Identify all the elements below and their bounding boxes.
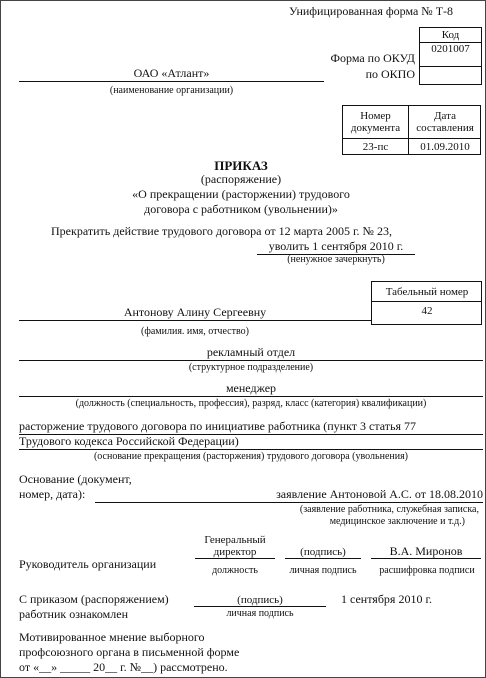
basis-caption1: (заявление работника, служебная записка, [299,504,479,515]
basis-label2: номер, дата): [19,487,86,501]
director-cap-name: расшифровка подписи [379,565,475,576]
acquainted-cap-signature: личная подпись [226,608,294,619]
org-name: ОАО «Атлант» [19,67,324,82]
tabel-header: Табельный номер [385,285,469,298]
director-cap-signature: личная подпись [289,565,357,576]
title-line2: договора с работником (увольнении)» [144,202,338,216]
grounds-line1: расторжение трудового договора по инициативе работника (пункт 3 статья 77 [19,419,416,433]
director-position1: Генеральный [204,534,266,546]
basis-caption2: медицинское заключение и т.д.) [329,516,465,527]
org-caption: (наименование организации) [109,85,234,96]
union-line2: профсоюзного органа в письменной форме [19,645,240,659]
terminate-line2: уволить 1 сентября 2010 г. [257,240,415,255]
doc-date-value: 01.09.2010 [420,140,470,153]
basis-value: заявление Антоновой А.С. от 18.08.2010 [95,488,483,503]
title-sub: (распоряжение) [200,172,282,186]
director-name: В.А. Миронов [371,545,481,559]
employee-name: Антонову Алину Сергеевну [19,306,371,321]
terminate-line1: Прекратить действие трудового договора от 12 марта 2005 г. № 23, [51,224,392,238]
acquainted-date: 1 сентября 2010 г. [341,592,433,606]
position-caption: (должность (специальность, профессия), разряд, класс (категория) квалификации) [75,398,427,409]
doc-number-header: Номер документа [350,110,401,134]
director-cap-position: должность [212,565,258,576]
acquainted-label2: работник ознакомлен [19,607,129,621]
title-line1: «О прекращении (расторжении) трудового [132,187,350,201]
terminate-caption: (ненужное зачеркнуть) [287,254,385,265]
okpo-label: по ОКПО [365,67,415,81]
acquainted-signature: (подпись) [194,594,326,607]
title-main: ПРИКАЗ [214,158,268,173]
department: рекламный отдел [19,346,483,361]
director-position2: директор [195,546,275,559]
union-line1: Мотивированное мнение выборного [19,630,205,644]
doc-date-header: Дата составления [416,110,474,134]
union-line3: от «__» _____ 20__ г. №__) рассмотрено. [19,660,228,674]
position: менеджер [19,382,483,397]
okud-label: Форма по ОКУД [330,51,415,65]
grounds-line2: Трудового кодекса Российской Федерации) [19,434,239,448]
grounds-caption: (основание прекращения (расторжения) трудового договора (увольнения) [93,451,409,462]
department-caption: (структурное подразделение) [188,362,314,373]
employee-name-caption: (фамилия. имя, отчество) [141,326,249,337]
form-name: Унифицированная форма № Т-8 [289,4,454,18]
okud-value: 0201007 [431,43,470,55]
acquainted-label1: С приказом (распоряжением) [19,592,169,606]
director-signature: (подпись) [285,546,361,559]
basis-label1: Основание (документ, [19,472,132,486]
code-label: Код [441,29,460,41]
tabel-value: 42 [421,305,433,317]
director-label: Руководитель организации [19,557,157,571]
doc-number-value: 23-пс [362,140,389,153]
